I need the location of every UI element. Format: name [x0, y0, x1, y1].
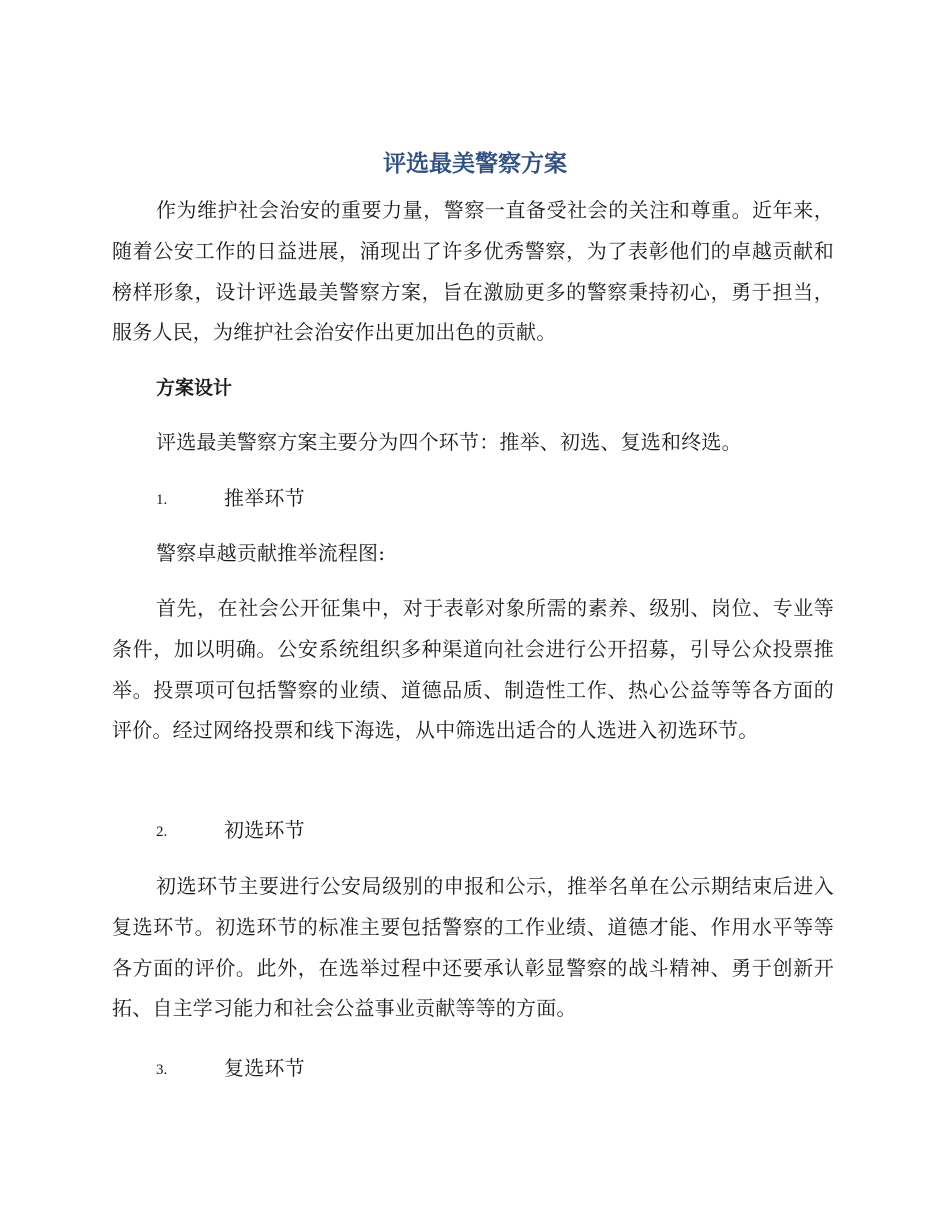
step-3-label: 复选环节 [224, 1056, 305, 1080]
step-1-item [156, 484, 305, 514]
step-1-number: 1. [156, 492, 168, 508]
step-1-label: 推举环节 [224, 486, 305, 510]
step-2-number: 2. [156, 824, 168, 840]
step-1-subheading: 警察卓越贡献推举流程图: [156, 541, 386, 565]
step-1-body: 首先，在社会公开征集中，对于表彰对象所需的素养、级别、岗位、专业等条件，加以明确。公安系统组织多种渠道向社会进行公开招募，引导公众投票推举。投票项可包括警察的业绩、道德品质、制造性工作、热心公益等等各方面的评价。经过网络投票和线下海选，从中筛选出适合的人选进入初选环节。 [112, 596, 834, 743]
step-2-item [156, 816, 305, 846]
section-heading: 方案设计 [156, 377, 233, 399]
intro-paragraph: 作为维护社会治安的重要力量，警察一直备受社会的关注和尊重。近年来，随着公安工作的日益进展，涌现出了许多优秀警察，为了表彰他们的卓越贡献和榜样形象，设计评选最美警察方案，旨在激励更多的警察秉持初心，勇于担当，服务人民，为维护社会治安作出更加出色的贡献。 [112, 198, 834, 345]
step-3-item [156, 1054, 305, 1084]
overview-paragraph: 评选最美警察方案主要分为四个环节：推举、初选、复选和终选。 [156, 430, 742, 454]
document-title: 评选最美警察方案 [383, 151, 567, 177]
step-3-number: 3. [156, 1062, 168, 1078]
step-2-label: 初选环节 [224, 818, 305, 842]
step-2-body: 初选环节主要进行公安局级别的申报和公示，推举名单在公示期结束后进入复选环节。初选环节的标准主要包括警察的工作业绩、道德才能、作用水平等等各方面的评价。此外，在选举过程中还要承认彰显警察的战斗精神、勇于创新开拓、自主学习能力和社会公益事业贡献等等的方面。 [112, 874, 834, 1021]
